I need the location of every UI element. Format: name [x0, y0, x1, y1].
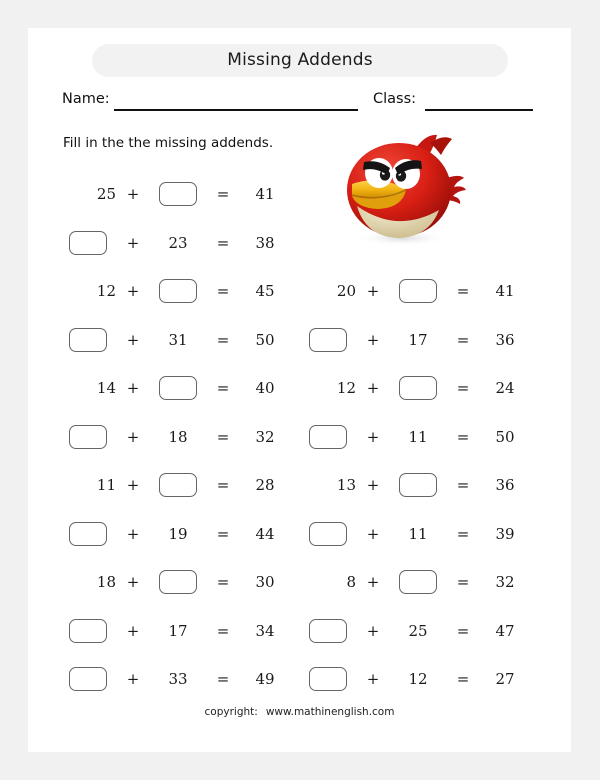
sum-value: 41: [255, 185, 275, 203]
operand-b: 33: [168, 670, 188, 688]
equals-sign: =: [216, 427, 230, 446]
sum-value: 38: [255, 233, 275, 252]
plus-sign: +: [126, 476, 140, 494]
operand-b: 11: [408, 524, 428, 543]
answer-box[interactable]: [399, 376, 437, 400]
equals-sign: =: [216, 282, 230, 300]
problem-row: [60, 470, 290, 500]
plus-sign: +: [366, 524, 380, 543]
plus-sign: +: [366, 330, 380, 349]
answer-box[interactable]: [399, 473, 437, 497]
problem-row: [300, 664, 530, 694]
problem-row: [60, 422, 290, 452]
answer-box[interactable]: [159, 376, 197, 400]
instruction-text: Fill in the the missing addends.: [63, 135, 274, 151]
page-title: Missing Addends: [227, 50, 373, 70]
equals-sign: =: [216, 379, 230, 397]
answer-box[interactable]: [159, 279, 197, 303]
plus-sign: +: [366, 670, 380, 688]
equals-sign: =: [456, 330, 470, 349]
answer-box[interactable]: [309, 328, 347, 352]
equals-sign: =: [456, 573, 470, 591]
sum-value: 47: [495, 621, 515, 640]
answer-box[interactable]: [159, 182, 197, 206]
sum-value: 28: [255, 476, 275, 494]
sum-value: 50: [255, 330, 275, 349]
operand-a: 13: [336, 476, 356, 494]
website-url: www.mathinenglish.com: [265, 706, 395, 718]
answer-box[interactable]: [69, 328, 107, 352]
plus-sign: +: [126, 621, 140, 640]
problem-row: [60, 616, 290, 646]
plus-sign: +: [366, 573, 380, 591]
plus-sign: +: [126, 670, 140, 688]
problem-row: [300, 422, 530, 452]
sum-value: 49: [255, 670, 275, 688]
answer-box[interactable]: [69, 425, 107, 449]
equals-sign: =: [456, 379, 470, 397]
copyright-footer: [28, 706, 571, 718]
sum-value: 50: [495, 427, 515, 446]
sum-value: 41: [495, 282, 515, 300]
sum-value: 45: [255, 282, 275, 300]
equals-sign: =: [216, 330, 230, 349]
answer-box[interactable]: [159, 473, 197, 497]
operand-a: 11: [96, 476, 116, 494]
sum-value: 36: [495, 476, 515, 494]
sum-value: 30: [255, 573, 275, 591]
problem-row: [60, 276, 290, 306]
plus-sign: +: [366, 621, 380, 640]
problem-row: [300, 325, 530, 355]
answer-box[interactable]: [399, 570, 437, 594]
equals-sign: =: [216, 185, 230, 203]
sum-value: 27: [495, 670, 515, 688]
sum-value: 34: [255, 621, 275, 640]
operand-b: 31: [168, 330, 188, 349]
sum-value: 32: [255, 427, 275, 446]
sum-value: 40: [255, 379, 275, 397]
answer-box[interactable]: [159, 570, 197, 594]
problem-row: [60, 179, 290, 209]
equals-sign: =: [216, 233, 230, 252]
title-banner: [92, 44, 508, 77]
equals-sign: =: [216, 524, 230, 543]
class-label: Class:: [373, 91, 417, 107]
problem-row: [60, 567, 290, 597]
equals-sign: =: [456, 524, 470, 543]
plus-sign: +: [126, 573, 140, 591]
operand-b: 18: [168, 427, 188, 446]
sum-value: 44: [255, 524, 275, 543]
operand-b: 23: [168, 233, 188, 252]
operand-a: 18: [96, 573, 116, 591]
operand-b: 17: [168, 621, 188, 640]
problem-row: [300, 519, 530, 549]
problem-row: [60, 664, 290, 694]
answer-box[interactable]: [69, 231, 107, 255]
equals-sign: =: [216, 670, 230, 688]
operand-b: 11: [408, 427, 428, 446]
answer-box[interactable]: [69, 522, 107, 546]
problem-row: [300, 616, 530, 646]
operand-a: 12: [96, 282, 116, 300]
equals-sign: =: [456, 621, 470, 640]
operand-b: 17: [408, 330, 428, 349]
problem-row: [300, 470, 530, 500]
plus-sign: +: [126, 185, 140, 203]
equals-sign: =: [216, 573, 230, 591]
problem-row: [300, 567, 530, 597]
equals-sign: =: [456, 282, 470, 300]
plus-sign: +: [366, 379, 380, 397]
operand-b: 25: [408, 621, 428, 640]
problem-row: [60, 325, 290, 355]
operand-a: 20: [336, 282, 356, 300]
plus-sign: +: [126, 524, 140, 543]
equals-sign: =: [456, 427, 470, 446]
copyright-label: copyright:: [204, 706, 258, 718]
plus-sign: +: [126, 330, 140, 349]
operand-b: 12: [408, 670, 428, 688]
operand-a: 12: [336, 379, 356, 397]
problem-row: [60, 519, 290, 549]
plus-sign: +: [366, 476, 380, 494]
problem-row: [60, 373, 290, 403]
operand-a: 8: [346, 573, 356, 591]
class-write-line[interactable]: [425, 109, 533, 111]
name-class-row: [28, 89, 571, 113]
worksheet-page: [28, 28, 571, 752]
equals-sign: =: [456, 476, 470, 494]
problem-row: [60, 228, 290, 258]
operand-a: 14: [96, 379, 116, 397]
answer-box[interactable]: [69, 667, 107, 691]
sum-value: 24: [495, 379, 515, 397]
answer-box[interactable]: [309, 425, 347, 449]
plus-sign: +: [366, 282, 380, 300]
problem-row: [300, 373, 530, 403]
operand-a: 25: [96, 185, 116, 203]
equals-sign: =: [216, 476, 230, 494]
plus-sign: +: [126, 379, 140, 397]
plus-sign: +: [126, 233, 140, 252]
answer-box[interactable]: [309, 619, 347, 643]
name-write-line[interactable]: [114, 109, 358, 111]
angry-bird-icon: [330, 132, 478, 250]
operand-b: 19: [168, 524, 188, 543]
problem-row: [300, 276, 530, 306]
equals-sign: =: [456, 670, 470, 688]
sum-value: 36: [495, 330, 515, 349]
equals-sign: =: [216, 621, 230, 640]
plus-sign: +: [126, 427, 140, 446]
answer-box[interactable]: [309, 667, 347, 691]
answer-box[interactable]: [309, 522, 347, 546]
name-label: Name:: [62, 91, 110, 107]
sum-value: 32: [495, 573, 515, 591]
sum-value: 39: [495, 524, 515, 543]
answer-box[interactable]: [399, 279, 437, 303]
answer-box[interactable]: [69, 619, 107, 643]
plus-sign: +: [366, 427, 380, 446]
plus-sign: +: [126, 282, 140, 300]
